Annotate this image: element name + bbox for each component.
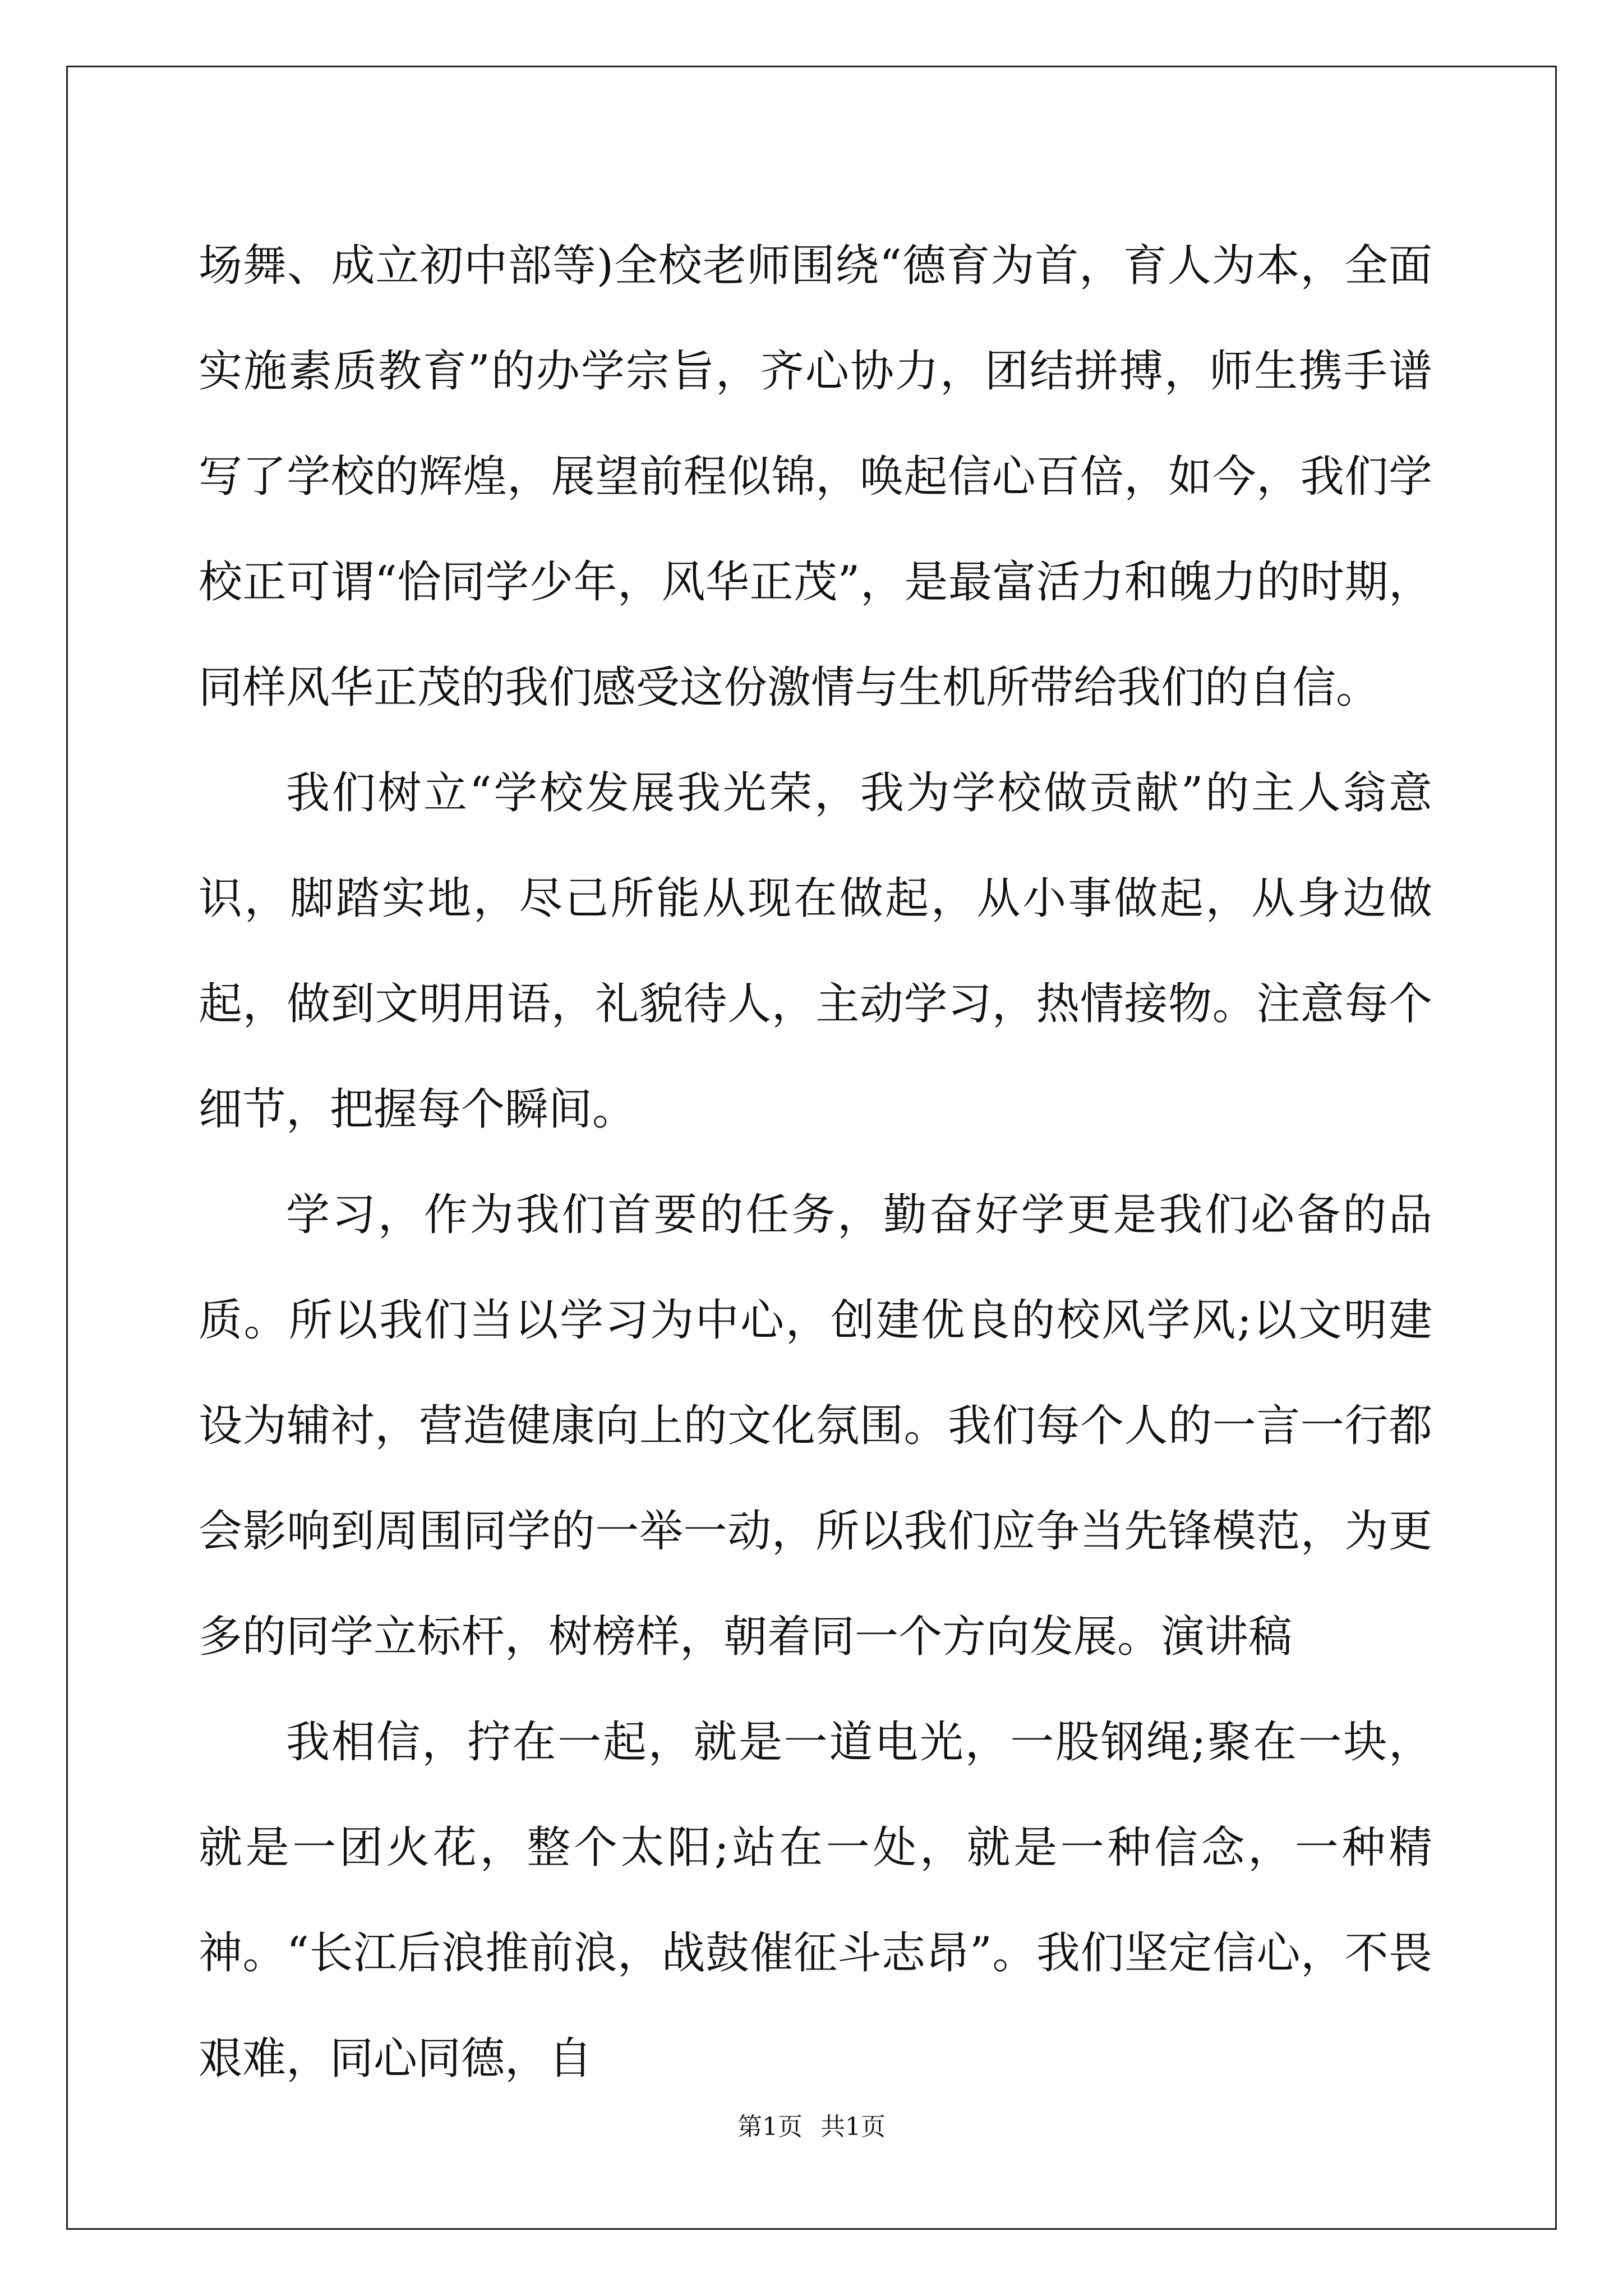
paragraph-2: 我们树立“学校发展我光荣，我为学校做贡献”的主人翁意识，脚踏实地，尽己所能从现在做起，从小事做起，从身边做起，做到文明用语，礼貌待人，主动学习，热情接物。注意每个细节，把握每个瞬间。: [199, 768, 1432, 1135]
document-body: [199, 213, 1432, 2111]
paragraph-1: 场舞、成立初中部等)全校老师围绕“德育为首，育人为本，全面实施素质教育”的办学宗旨，齐心协力，团结拼搏，师生携手谱写了学校的辉煌，展望前程似锦，唤起信心百倍，如今，我们学校正可谓“恰同学少年，风华正茂”，是最富活力和魄力的时期，同样风华正茂的我们感受这份激情与生机所带给我们的自信。: [199, 241, 1432, 713]
paragraph-4: 我相信，拧在一起，就是一道电光，一股钢绳;聚在一块，就是一团火花，整个太阳;站在一处，就是一种信念，一种精神。“长江后浪推前浪，战鼓催征斗志昂”。我们坚定信心，不畏艰难，同心同德，自: [199, 1717, 1432, 2084]
page-number-total: 共1页: [820, 2113, 886, 2141]
paragraph-3: 学习，作为我们首要的任务，勤奋好学更是我们必备的品质。所以我们当以学习为中心，创建优良的校风学风;以文明建设为辅衬，营造健康向上的文化氛围。我们每个人的一言一行都会影响到周围同学的一举一动，所以我们应争当先锋模范，为更多的同学立标杆，树榜样，朝着同一个方向发展。演讲稿: [199, 1190, 1432, 1662]
page-footer: [0, 2106, 1623, 2142]
page-number-current: 第1页: [737, 2113, 803, 2141]
